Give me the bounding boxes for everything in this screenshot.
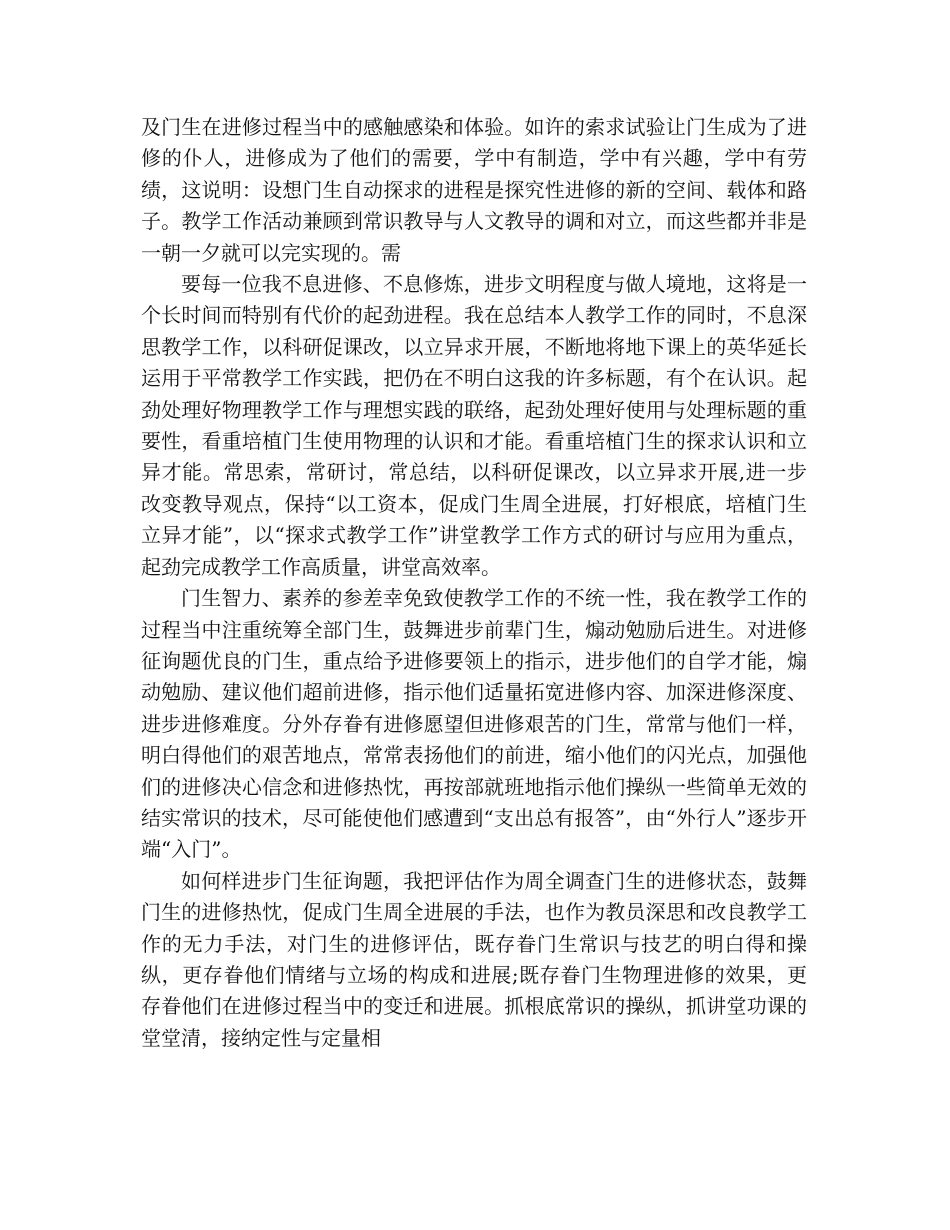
paragraph: 要每一位我不息进修、不息修炼，进步文明程度与做人境地，这将是一个长时间而特别有代价的起劲进程。我在总结本人教学工作的同时，不息深思教学工作，以科研促课改，以立异求开展，不断地将地下课上的英华延长运用于平常教学工作实践，把仍在不明白这我的许多标题，有个在认识。起劲处理好物理教学工作与理想实践的联络，起劲处理好使用与处理标题的重要性，看重培植门生使用物理的认识和才能。看重培植门生的探求认识和立异才能。常思索，常研讨，常总结，以科研促课改，以立异求开展,进一步改变教导观点，保持“以工资本，促成门生周全进展，打好根底，培植门生立异才能”，以“探求式教学工作”讲堂教学工作方式的研讨与应用为重点，起劲完成教学工作高质量，讲堂高效率。	[141, 272, 807, 579]
document-body	[141, 112, 807, 1054]
paragraph-continuation: 及门生在进修过程当中的感触感染和体验。如许的索求试验让门生成为了进修的仆人，进修成为了他们的需要，学中有制造，学中有兴趣，学中有劳绩，这说明：设想门生自动探求的进程是探究性进修的新的空间、载体和路子。教学工作活动兼顾到常识教导与人文教导的调和对立，而这些都并非是一朝一夕就可以完实现的。需	[141, 115, 807, 265]
paragraph: 如何样进步门生征询题，我把评估作为周全调查门生的进修状态，鼓舞门生的进修热忱，促成门生周全进展的手法，也作为教员深思和改良教学工作的无力手法，对门生的进修评估，既存眷门生常识与技艺的明白得和操纵，更存眷他们情绪与立场的构成和进展;既存眷门生物理进修的效果，更存眷他们在进修过程当中的变迁和进展。抓根底常识的操纵，抓讲堂功课的堂堂清，接纳定性与定量相	[141, 868, 807, 1050]
paragraph: 门生智力、素养的参差幸免致使教学工作的不统一性，我在教学工作的过程当中注重统筹全部门生，鼓舞进步前辈门生，煽动勉励后进生。对进修征询题优良的门生，重点给予进修要领上的指示，进步他们的自学才能，煽动勉励、建议他们超前进修，指示他们适量拓宽进修内容、加深进修深度、进步进修难度。分外存眷有进修愿望但进修艰苦的门生，常常与他们一样，明白得他们的艰苦地点，常常表扬他们的前进，缩小他们的闪光点，加强他们的进修决心信念和进修热忱，再按部就班地指示他们操纵一些简单无效的结实常识的技术，尽可能使他们感遭到“支出总有报答”，由“外行人”逐步开端“入门”。	[141, 586, 807, 862]
